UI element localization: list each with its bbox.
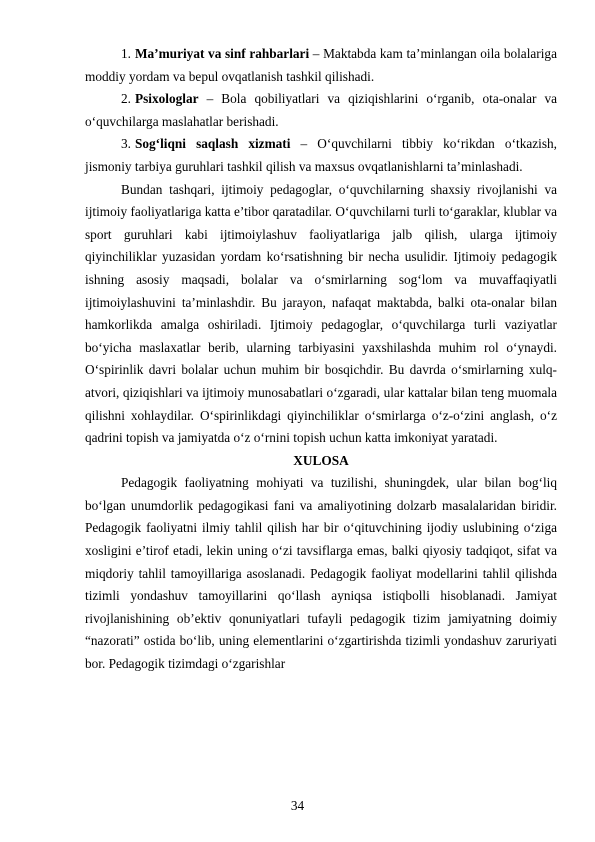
list-term: Psixologlar [134, 91, 199, 107]
document-page [85, 43, 557, 676]
body-paragraph-1: Bundan tashqari, ijtimoiy pedagoglar, o‘quvchilarning shaxsiy rivojlanishi va ijtimoiy faoliyatlariga katta e’tibor qaratadilar. O‘quvchilarni turli to‘garaklar, klublar va sport guruhlari kabi ijtimoiylashuv faoliyatlariga jalb qilish, ularga ijtimoiy qiyinchiliklar yuzasidan yordam ko‘rsatishning bir necha usulidir. Ijtimoiy pedagogik ishning asosiy maqsadi, bolalar va o‘smirlarning sog‘lom va muvaffaqiyatli ijtimoiylashuvini ta’minlashdir. Bu jarayon, nafaqat maktabda, balki ota-onalar bilan hamkorlikda amalga oshiriladi. Ijtimoiy pedagoglar, o‘quvchilarga turli vaziyatlar bo‘yicha maslaxatlar berib, ularning tarbiyasini yaxshilashda muhim rol o‘ynaydi. O‘spirinlik davri bolalar uchun muhim bir bosqichdir. Bu davrda o‘smirlarning xulq-atvori, qiziqishlari va ijtimoiy munosabatlari o‘zgaradi, ular kattalar bilan teng muomala qilishni xohlaydilar. O‘spirinlikdagi qiyinchiliklar o‘smirlarga o‘z-o‘zini anglash, o‘z qadrini topish va jamiyatda o‘z o‘rnini topish uchun katta imkoniyat yaratadi. [85, 181, 557, 446]
list-term: Ma’muriyat va sinf rahbarlari [134, 46, 310, 61]
list-item-2 [85, 88, 557, 133]
list-number: 1. [121, 46, 131, 61]
list-text: – Maktabda kam ta’minlangan oila bolalariga moddiy yordam va bepul ovqatlanish tashkil qilishadi. [85, 46, 557, 84]
section-heading: XULOSA [293, 452, 349, 468]
list-term: Sog‘liqni saqlash xizmati [134, 136, 291, 152]
list-item-3 [85, 133, 557, 178]
list-number: 3. [121, 136, 131, 152]
body-paragraph-2: Pedagogik faoliyatning mohiyati va tuzilishi, shuningdek, ular bilan bog‘liq bo‘lgan unumdorlik pedagogikasi fani va amaliyotining dolzarb masalalaridan biridir. Pedagogik faoliyatni ilmiy tahlil qilish har bir o‘qituvchining ijodiy uslubining o‘ziga xosligini e’tirof etadi, lekin uning o‘zi tavsiflarga emas, balki qiyosiy tadqiqot, sifat va miqdoriy tahlil tamoyillariga asoslanadi. Pedagogik faoliyat modellarini tahlil qilishda tizimli yondashuv tamoyillarini qo‘llash ayniqsa istiqbolli hisoblanadi. Jamiyat rivojlanishining ob’ektiv qonuniyatlari tufayli pedagogik tizim jamiyatning doimiy “nazorati” ostida bo‘lib, uning elementlarini o‘zgartirishda tizimli yondashuv zaruriyati bor. Pedagogik tizimdagi o‘zgarishlar [85, 475, 557, 672]
list-item-1 [85, 43, 557, 88]
page-number: 34 [290, 798, 305, 813]
list-text: – Bola qobiliyatlari va qiziqishlarini o‘rganib, ota-onalar va o‘quvchilarga maslahatlar berishadi. [85, 91, 557, 129]
list-number: 2. [121, 91, 131, 107]
list-text: – O‘quvchilarni tibbiy ko‘rikdan o‘tkazish, jismoniy tarbiya guruhlari tashkil qilish va maxsus ovqatlanishlarni ta’minlashadi. [85, 136, 557, 174]
